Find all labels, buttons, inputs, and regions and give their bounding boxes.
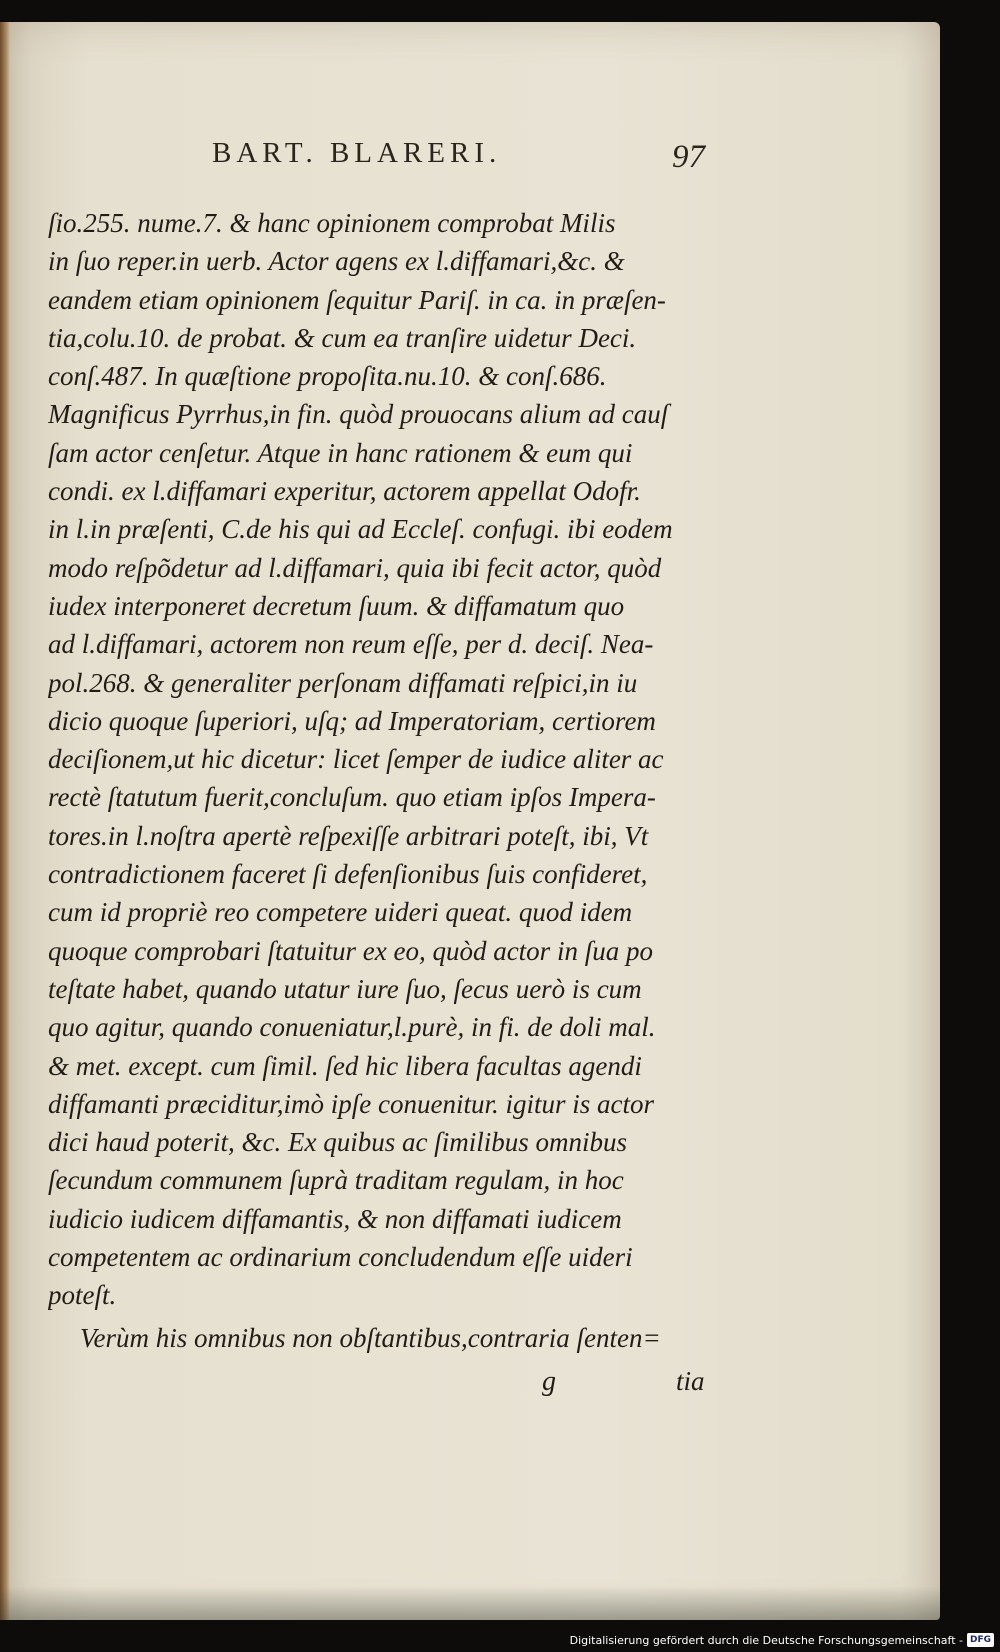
- text-line: quo agitur, quando conueniatur,l.purè, in fi. de doli mal.: [48, 1012, 656, 1043]
- text-line: cum id propriè reo competere uideri queat. quod idem: [48, 897, 633, 928]
- digitization-credit: [570, 1633, 994, 1647]
- text-line: Magnificus Pyrrhus,in fin. quòd prouocans alium ad cauſ: [48, 399, 669, 430]
- text-line: quoque comprobari ſtatuitur ex eo, quòd actor in ſua po: [48, 935, 653, 966]
- book-page: [0, 22, 940, 1620]
- text-line: tia,colu.10. de probat. & cum ea tranſire uidetur Deci.: [48, 322, 637, 353]
- text-line: ſam actor cenſetur. Atque in hanc rationem & eum qui: [48, 437, 633, 468]
- body-text: [48, 204, 713, 1357]
- page-number: 97: [672, 139, 705, 175]
- text-line: in l.in præſenti, C.de his qui ad Eccleſ. confugi. ibi eodem: [48, 514, 673, 545]
- text-line: & met. except. cum ſimil. ſed hic libera facultas agendi: [48, 1050, 642, 1081]
- text-line: ad l.diffamari, actorem non reum eſſe, per d. deciſ. Nea-: [48, 629, 654, 660]
- credit-text: Digitalisierung gefördert durch die Deutsche Forschungsgemeinschaft -: [569, 1633, 963, 1647]
- dfg-logo: DFG: [967, 1633, 994, 1647]
- text-line: teſtate habet, quando utatur iure ſuo, ſecus uerò is cum: [48, 973, 642, 1004]
- paragraph-start-line: Verùm his omnibus non obſtantibus,contraria ſenten=: [80, 1322, 661, 1353]
- text-line: iudex interponeret decretum ſuum. & diffamatum quo: [48, 590, 625, 621]
- running-head: BART. BLARERI.: [212, 137, 502, 169]
- text-line: dicio quoque ſuperiori, uſq; ad Imperatoriam, certiorem: [48, 705, 656, 736]
- text-line: contradictionem faceret ſi defenſionibus ſuis confideret,: [48, 859, 648, 890]
- page-binding-edge: [0, 22, 10, 1620]
- text-line: modo reſpõdetur ad l.diffamari, quia ibi fecit actor, quòd: [48, 552, 662, 583]
- signature-mark: g: [542, 1366, 556, 1397]
- text-line: poteſt.: [48, 1280, 117, 1311]
- text-line: ſio.255. nume.7. & hanc opinionem comprobat Milis: [48, 208, 616, 238]
- text-line: tores.in l.noſtra apertè reſpexiſſe arbitrari poteſt, ibi, Vt: [48, 820, 649, 851]
- text-line: conſ.487. In quæſtione propoſita.nu.10. & conſ.686.: [48, 361, 607, 392]
- page-bottom-edge: [0, 1586, 940, 1620]
- text-line: diffamanti præciditur,imò ipſe conuenitur. igitur is actor: [48, 1088, 655, 1119]
- text-line: pol.268. & generaliter perſonam diffamati reſpici,in iu: [48, 667, 638, 698]
- text-line: dici haud poterit, &c. Ex quibus ac ſimilibus omnibus: [48, 1127, 627, 1158]
- text-line: iudicio iudicem diffamantis, & non diffamati iudicem: [48, 1203, 622, 1234]
- text-line: deciſionem,ut hic dicetur: licet ſemper de iudice aliter ac: [48, 744, 664, 775]
- text-line: competentem ac ordinarium concludendum eſſe uideri: [48, 1242, 633, 1273]
- text-line: eandem etiam opinionem ſequitur Pariſ. in ca. in præſen-: [48, 284, 666, 315]
- text-line: in ſuo reper.in uerb. Actor agens ex l.diffamari,&c. &: [48, 246, 625, 277]
- text-line: ſecundum communem ſuprà traditam regulam, in hoc: [48, 1165, 624, 1196]
- catchword: tia: [676, 1366, 705, 1396]
- text-line: rectè ſtatutum fuerit,concluſum. quo etiam ipſos Impera-: [48, 782, 656, 813]
- text-line: condi. ex l.diffamari experitur, actorem appellat Odofr.: [48, 476, 641, 507]
